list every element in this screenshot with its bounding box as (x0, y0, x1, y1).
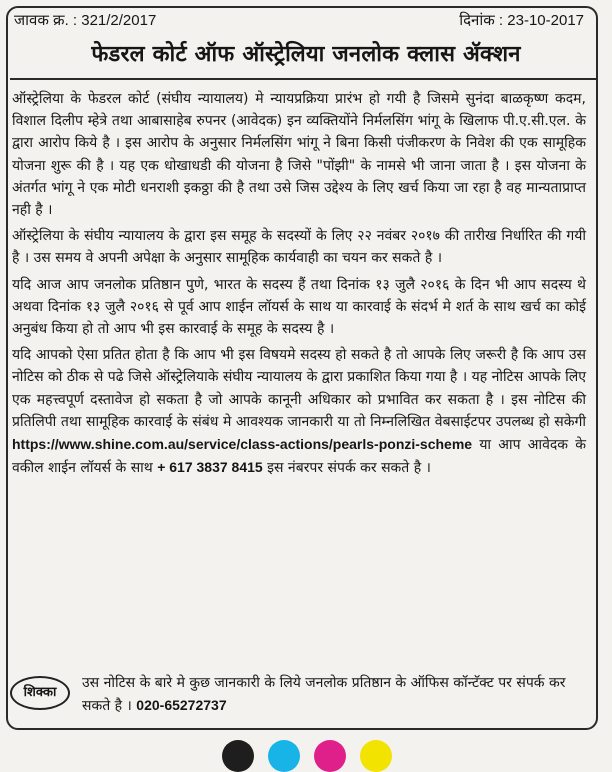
paragraph-4-middle: या आप आवेदक के वकील शाईन लॉयर्स के साथ (12, 437, 587, 477)
paragraph-4-text: यदि आपको ऐसा प्रतित होता है कि आप भी इस विषयमे सदस्य हो सकते है तो आपके लिए जरूरी है कि आप उस नोटिस को ठीक से पढे जिसे ऑस्ट्रेलियाके संघीय न्यायालय के द्वारा प्रकाशित किया गया है । यह नोटिस आपके लिए एक महत्त्वपूर्ण दस्तावेज हो सकता है जो आपके कानूनी अधिकार को प्रभावित कर सकता है । इस नोटिस की प्रतिलिपी तथा सामूहिक कारवाई के संबंध मे आवश्यक जानकारी या तो निम्नलिखित वेबसाईटपर उपलब्ध हो सकेगी (12, 347, 586, 430)
print-registration-marks (222, 740, 422, 753)
notice-header (14, 10, 584, 32)
lawyer-phone: + 617 3837 8415 (157, 459, 263, 476)
note-text-block (82, 672, 582, 717)
registration-dot-cyan (268, 740, 300, 772)
title-divider (10, 78, 598, 80)
paragraph-1: ऑस्ट्रेलिया के फेडरल कोर्ट (संघीय न्यायालय) मे न्यायप्रक्रिया प्रारंभ हो गयी है जिसमे सुनंदा बाळकृष्ण कदम, विशाल दिलीप म्हेत्रे तथा आबासाहेब रुपनर (आवेदक) इन व्यक्तियोंने निर्मलसिंग भांगू के खिलाफ पी.ए.सी.एल. के द्वारा आरोप किये है । इस आरोप के अनुसार निर्मलसिंग भांगू ने बिना किसी पंजीकरण के निवेश की एक सामूहिक योजना शुरू की है । यह एक धोखाधडी की योजना है जिसे "पोंझी" के नामसे भी जाना जाता है । इस योजना के अंतर्गत भांगू ने एक मोटी धनराशी इकठ्ठा की है तथा उसे जिस उद्देश्य के लिए खर्च किया जा रहा है वह मान्यताप्राप्त नही है । (12, 91, 586, 219)
registration-dot-yellow (360, 740, 392, 772)
notice-title: फेडरल कोर्ट ऑफ ऑस्ट्रेलिया जनलोक क्लास ॲक्शन (91, 42, 521, 67)
notice-date: दिनांक : 23-10-2017 (459, 12, 584, 29)
stamp-badge: शिक्का (10, 676, 70, 710)
office-phone: 020-65272737 (136, 697, 227, 713)
registration-dot-magenta (314, 740, 346, 772)
paragraph-4 (12, 344, 586, 479)
registration-dot-black (222, 740, 254, 772)
paragraph-2: ऑस्ट्रेलिया के संघीय न्यायालय के द्वारा इस समूह के सदस्यों के लिए २२ नवंबर २०१७ की तारीख निर्धारित की गयी है । उस समय वे अपनी अपेक्षा के अनुसार सामूहिक कार्यवाही का चयन कर सकते है । (12, 228, 586, 267)
paragraph-4-end: इस नंबरपर संपर्क कर सकते है । (267, 460, 431, 477)
contact-note (10, 670, 590, 722)
reference-number: जावक क्र. : 321/2/2017 (14, 12, 157, 29)
note-text: उस नोटिस के बारे मे कुछ जानकारी के लिये जनलोक प्रतिष्ठान के ऑफिस कॉन्टॅक्ट पर संपर्क कर सकते है । (82, 675, 566, 714)
paragraph-3: यदि आज आप जनलोक प्रतिष्ठान पुणे, भारत के सदस्य हैं तथा दिनांक १३ जुलै २०१६ के दिन भी आप सदस्य थे अथवा दिनांक १३ जुलै २०१६ से पूर्व आप शाईन लॉयर्स के साथ या कारवाई के संदर्भ मे शर्त के साथ खर्च का कोई अनुबंध किया हो तो आप भी इस कारवाई के समूह के सदस्य है । (12, 276, 586, 338)
website-link[interactable]: https://www.shine.com.au/service/class-actions/pearls-ponzi-scheme (12, 436, 473, 453)
notice-body (12, 88, 586, 483)
